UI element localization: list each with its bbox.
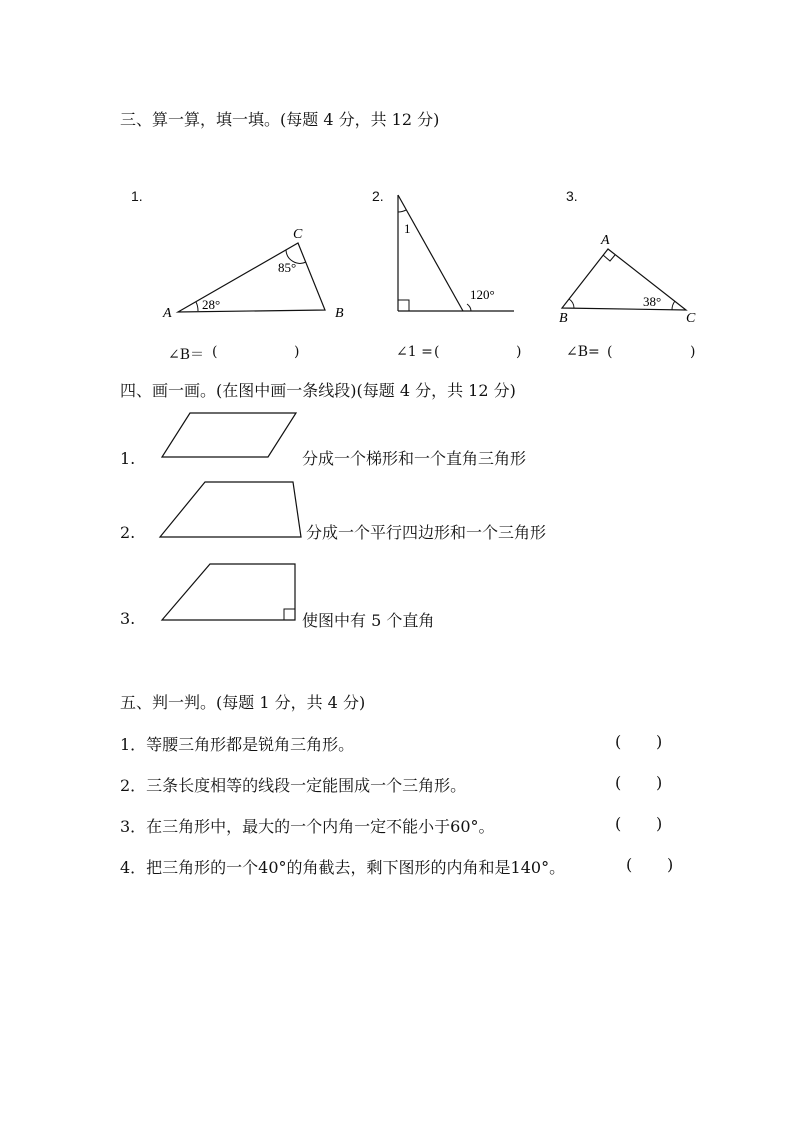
- problem3-answer-close: ): [690, 344, 696, 360]
- triangle3-label-b: B: [559, 311, 568, 326]
- triangle1-label-c: C: [293, 227, 303, 242]
- judge-item1-open: (: [615, 732, 622, 751]
- draw-item3-text: 使图中有 5 个直角: [302, 611, 435, 630]
- right-angle-mark: [284, 609, 295, 620]
- parallelogram-shape: [162, 413, 296, 457]
- triangle1-label-b: B: [335, 306, 344, 321]
- triangle1-label-a: A: [163, 306, 172, 321]
- section4-heading: 四、画一画。(在图中画一条线段)(每题 4 分，共 12 分): [120, 381, 516, 400]
- draw-item1-number: 1.: [120, 449, 136, 468]
- judge-item4-open: (: [626, 855, 633, 874]
- judge-item4-close: ): [667, 855, 674, 874]
- triangle1-angle-a-value: 28°: [202, 297, 221, 312]
- problem2-answer-open: (: [434, 344, 440, 360]
- judge-item1-close: ): [656, 732, 663, 751]
- judge-item4-text: 4．把三角形的一个40°的角截去，剩下图形的内角和是140°。: [120, 858, 566, 877]
- problem1-number: 1.: [131, 188, 143, 204]
- triangle3-label-c: C: [686, 311, 696, 326]
- problem1-answer-open: (: [212, 344, 218, 360]
- draw-item2-text: 分成一个平行四边形和一个三角形: [306, 523, 547, 542]
- judge-item3-open: (: [615, 814, 622, 833]
- problem3-answer-open: (: [607, 344, 613, 360]
- judge-item3-close: ): [656, 814, 663, 833]
- draw-item1-text: 分成一个梯形和一个直角三角形: [302, 449, 527, 468]
- problem2-number: 2.: [372, 188, 384, 204]
- problem3-answer-prefix: ∠B=: [566, 344, 600, 360]
- triangle2-angle-1-label: 1: [404, 221, 411, 236]
- problem1-answer-prefix: ∠B＝: [168, 347, 205, 363]
- section3-heading: 三、算一算，填一填。(每题 4 分，共 12 分): [120, 110, 440, 129]
- judge-item3-text: 3．在三角形中，最大的一个内角一定不能小于60°。: [120, 817, 495, 836]
- problem3-number: 3.: [566, 188, 578, 204]
- problem1-answer-close: ): [294, 344, 300, 360]
- judge-item2-close: ): [656, 773, 663, 792]
- problem2-answer-close: ): [516, 344, 522, 360]
- problem2-answer-prefix: ∠1 =: [396, 344, 433, 360]
- triangle2-exterior-angle-value: 120°: [470, 287, 495, 302]
- judge-item2-text: 2．三条长度相等的线段一定能围成一个三角形。: [120, 776, 467, 795]
- judge-item1-text: 1．等腰三角形都是锐角三角形。: [120, 735, 355, 754]
- draw-item2-number: 2.: [120, 523, 136, 542]
- section5-heading: 五、判一判。(每题 1 分，共 4 分): [120, 693, 366, 712]
- triangle1-angle-c-value: 85°: [278, 260, 297, 275]
- triangle3-angle-c-value: 38°: [643, 294, 662, 309]
- triangle3-label-a: A: [601, 233, 610, 248]
- draw-item3-number: 3.: [120, 609, 136, 628]
- trapezoid-shape: [160, 482, 301, 537]
- right-trapezoid-shape: [162, 564, 295, 620]
- judge-item2-open: (: [615, 773, 622, 792]
